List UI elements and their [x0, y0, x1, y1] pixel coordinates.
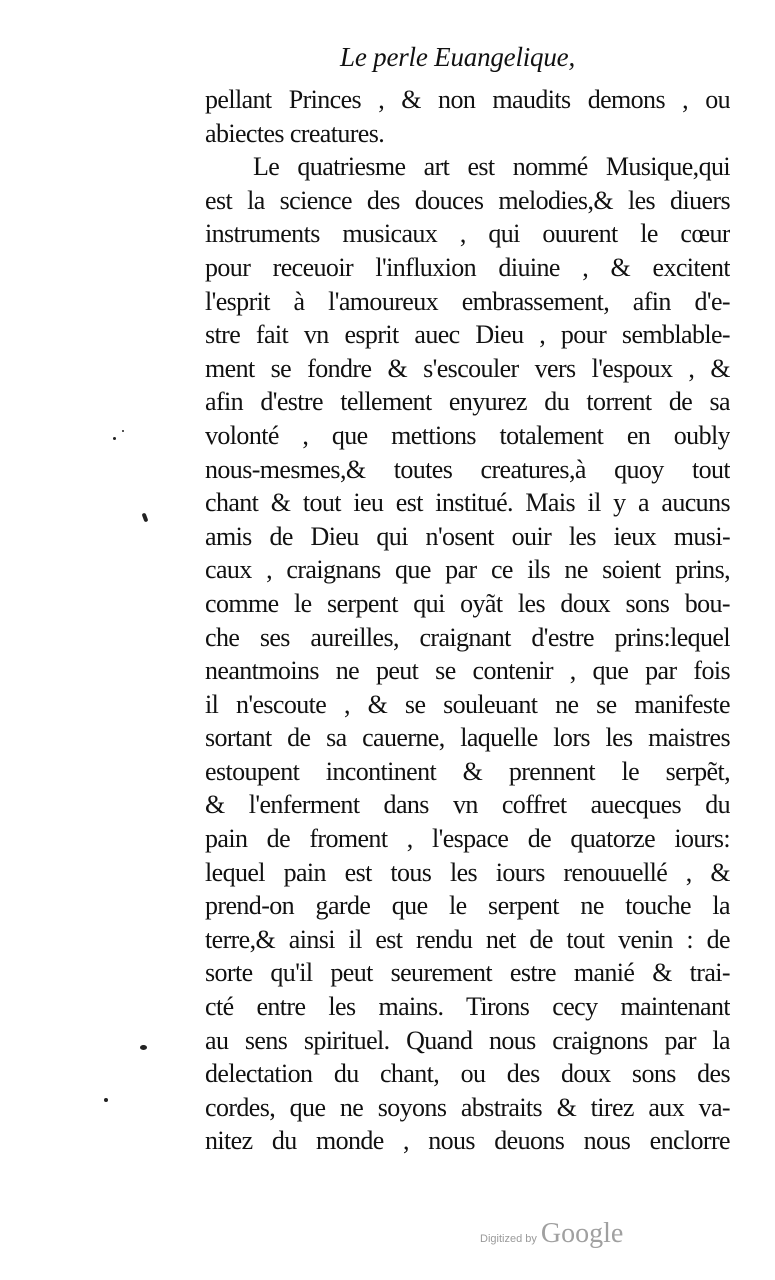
text-line: nous-mesmes,& toutes creatures,à quoy tout: [205, 454, 730, 484]
ink-speck: [113, 437, 116, 440]
text-line: sorte qu'il peut seurement estre manié & trai-: [205, 958, 730, 988]
text-line: cordes, que ne soyons abstraits & tirez aux va-: [205, 1092, 730, 1122]
running-head: Le perle Euangelique,: [340, 42, 575, 72]
google-logo: Google: [540, 1218, 624, 1249]
text-line: chant & tout ieu est institué. Mais il y a aucuns: [205, 488, 730, 518]
text-line: delectation du chant, ou des doux sons des: [205, 1059, 730, 1089]
text-line: ment se fondre & s'escouler vers l'espoux , &: [205, 353, 730, 383]
text-line: caux , craignans que par ce ils ne soient prins,: [205, 555, 730, 585]
digitized-watermark: [480, 1218, 623, 1250]
ink-speck: [104, 1098, 108, 1102]
text-line: lequel pain est tous les iours renouuellé , &: [205, 857, 730, 887]
text-line: cté entre les mains. Tirons cecy maintenant: [205, 992, 730, 1022]
text-line: au sens spirituel. Quand nous craignons par la: [205, 1025, 730, 1055]
text-line: che ses aureilles, craignant d'estre prins:lequel: [205, 622, 730, 652]
ink-speck: [122, 430, 124, 432]
text-line: & l'enferment dans vn coffret auecques du: [205, 790, 730, 820]
text-line: pour receuoir l'influxion diuine , & excitent: [205, 252, 730, 282]
text-line: abiectes creatures.: [205, 118, 385, 148]
body-text: [205, 83, 730, 1158]
text-line: Le quatriesme art est nommé Musique,qui: [253, 152, 730, 182]
text-line: il n'escoute , & se souleuant ne se manifeste: [205, 689, 730, 719]
text-line: volonté , que mettions totalement en oubly: [205, 420, 730, 450]
text-line: terre,& ainsi il est rendu net de tout venin : de: [205, 924, 730, 954]
ink-speck: [142, 513, 149, 523]
text-line: instruments musicaux , qui ouurent le cœur: [205, 219, 730, 249]
text-line: amis de Dieu qui n'osent ouir les ieux musi-: [205, 521, 730, 551]
text-line: estoupent incontinent & prennent le serpẽt,: [205, 756, 730, 786]
text-line: prend-on garde que le serpent ne touche la: [205, 891, 730, 921]
text-line: sortant de sa cauerne, laquelle lors les maistres: [205, 723, 730, 753]
text-line: comme le serpent qui oyãt les doux sons bou-: [205, 588, 730, 618]
text-line: est la science des douces melodies,& les diuers: [205, 185, 730, 215]
text-line: afin d'estre tellement enyurez du torrent de sa: [205, 387, 730, 417]
watermark-prefix: Digitized by: [480, 1233, 537, 1245]
text-line: pain de froment , l'espace de quatorze iours:: [205, 824, 730, 854]
text-line: pellant Princes , & non maudits demons , ou: [205, 85, 730, 114]
text-line: stre fait vn esprit auec Dieu , pour semblable-: [205, 320, 730, 350]
ink-speck: [140, 1045, 147, 1050]
text-line: nitez du monde , nous deuons nous enclorre: [205, 1126, 730, 1156]
text-line: l'esprit à l'amoureux embrassement, afin d'e-: [205, 286, 730, 316]
text-line: neantmoins ne peut se contenir , que par fois: [205, 656, 730, 686]
